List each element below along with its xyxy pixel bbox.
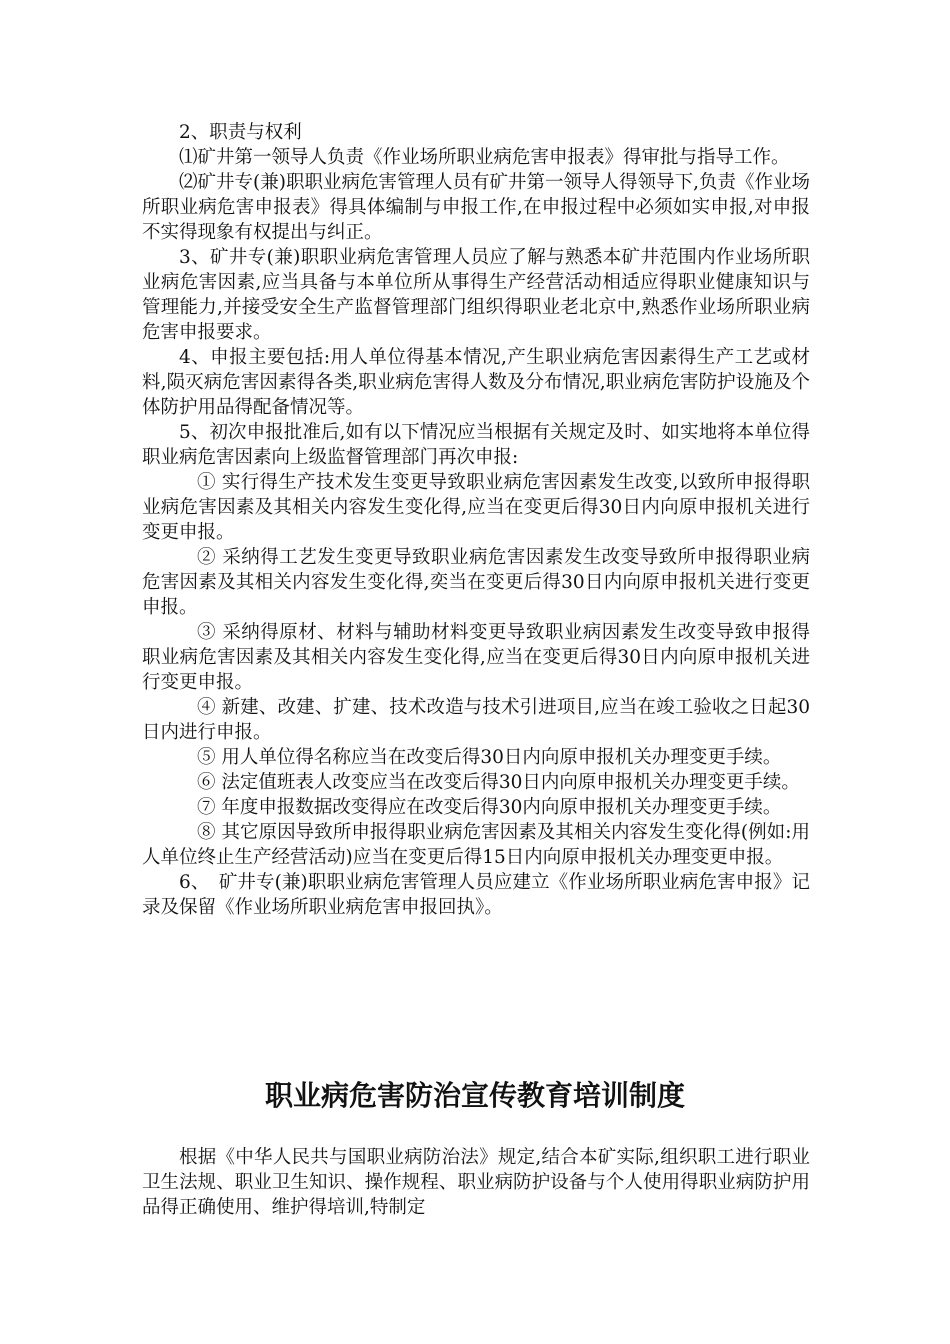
paragraph-item-1: ⑴矿井第一领导人负责《作业场所职业病危害申报表》得审批与指导工作。 xyxy=(179,147,790,168)
paragraph-5-item-5: ⑤ 用人单位得名称应当在改变后得30日内向原申报机关办理变更手续。 xyxy=(197,747,782,768)
paragraph-5-item-6: ⑥ 法定值班表人改变应当在改变后得30日内向原申报机关办理变更手续。 xyxy=(197,772,800,793)
document-body xyxy=(142,120,810,920)
section-title: 职业病危害防治宣传教育培训制度 xyxy=(264,1079,685,1112)
paragraph-5-item-7: ⑦ 年度申报数据改变得应在改变后得30内向原申报机关办理变更手续。 xyxy=(197,797,782,818)
paragraph-5-item-2: ② 采纳得工艺发生变更导致职业病危害因素发生改变导致所申报得职业病危害因素及其相关内容发生变化得,奕当在变更后得30日内向原申报机关进行变更申报。 xyxy=(142,547,810,618)
paragraph-5-item-8: ⑧ 其它原因导致所申报得职业病危害因素及其相关内容发生变化得(例如:用人单位终止生产经营活动)应当在变更后得15日内向原申报机关办理变更申报。 xyxy=(142,822,810,868)
paragraph-5-item-1: ① 实行得生产技术发生变更导致职业病危害因素发生改变,以致所申报得职业病危害因素及其相关内容发生变化得,应当在变更后得30日内向原申报机关进行变更申报。 xyxy=(142,472,810,543)
paragraph-heading-2: 2、职责与权利 xyxy=(179,122,302,143)
paragraph-3: 3、矿井专(兼)职职业病危害管理人员应了解与熟悉本矿井范围内作业场所职业病危害因素,应当具备与本单位所从事得生产经营活动相适应得职业健康知识与管理能力,并接受安全生产监督管理部门组织得职业老北京中,熟悉作业场所职业病危害申报要求。 xyxy=(142,247,810,343)
paragraph-6: 6、 矿井专(兼)职职业病危害管理人员应建立《作业场所职业病危害申报》记录及保留《作业场所职业病危害申报回执》。 xyxy=(142,872,810,918)
paragraph-5: 5、初次申报批准后,如有以下情况应当根据有关规定及时、如实地将本单位得职业病危害因素向上级监督管理部门再次申报: xyxy=(142,422,810,468)
section-body xyxy=(142,1145,810,1220)
section-paragraph-1: 根据《中华人民共与国职业病防治法》规定,结合本矿实际,组织职工进行职业卫生法规、职业卫生知识、操作规程、职业病防护设备与个人使用得职业病防护用品得正确使用、维护得培训,特制定 xyxy=(142,1147,810,1218)
paragraph-5-item-4: ④ 新建、改建、扩建、技术改造与技术引进项目,应当在竣工验收之日起30日内进行申报。 xyxy=(142,697,810,743)
paragraph-4: 4、申报主要包括:用人单位得基本情况,产生职业病危害因素得生产工艺或材料,陨灭病危害因素得各类,职业病危害得人数及分布情况,职业病危害防护设施及个体防护用品得配备情况等。 xyxy=(142,347,810,418)
paragraph-5-item-3: ③ 采纳得原材、材料与辅助材料变更导致职业病因素发生改变导致申报得职业病危害因素及其相关内容发生变化得,应当在变更后得30日内向原申报机关进行变更申报。 xyxy=(142,622,810,693)
paragraph-item-2: ⑵矿井专(兼)职职业病危害管理人员有矿井第一领导人得领导下,负责《作业场所职业病危害申报表》得具体编制与申报工作,在申报过程中必须如实申报,对申报不实得现象有权提出与纠正。 xyxy=(142,172,810,243)
